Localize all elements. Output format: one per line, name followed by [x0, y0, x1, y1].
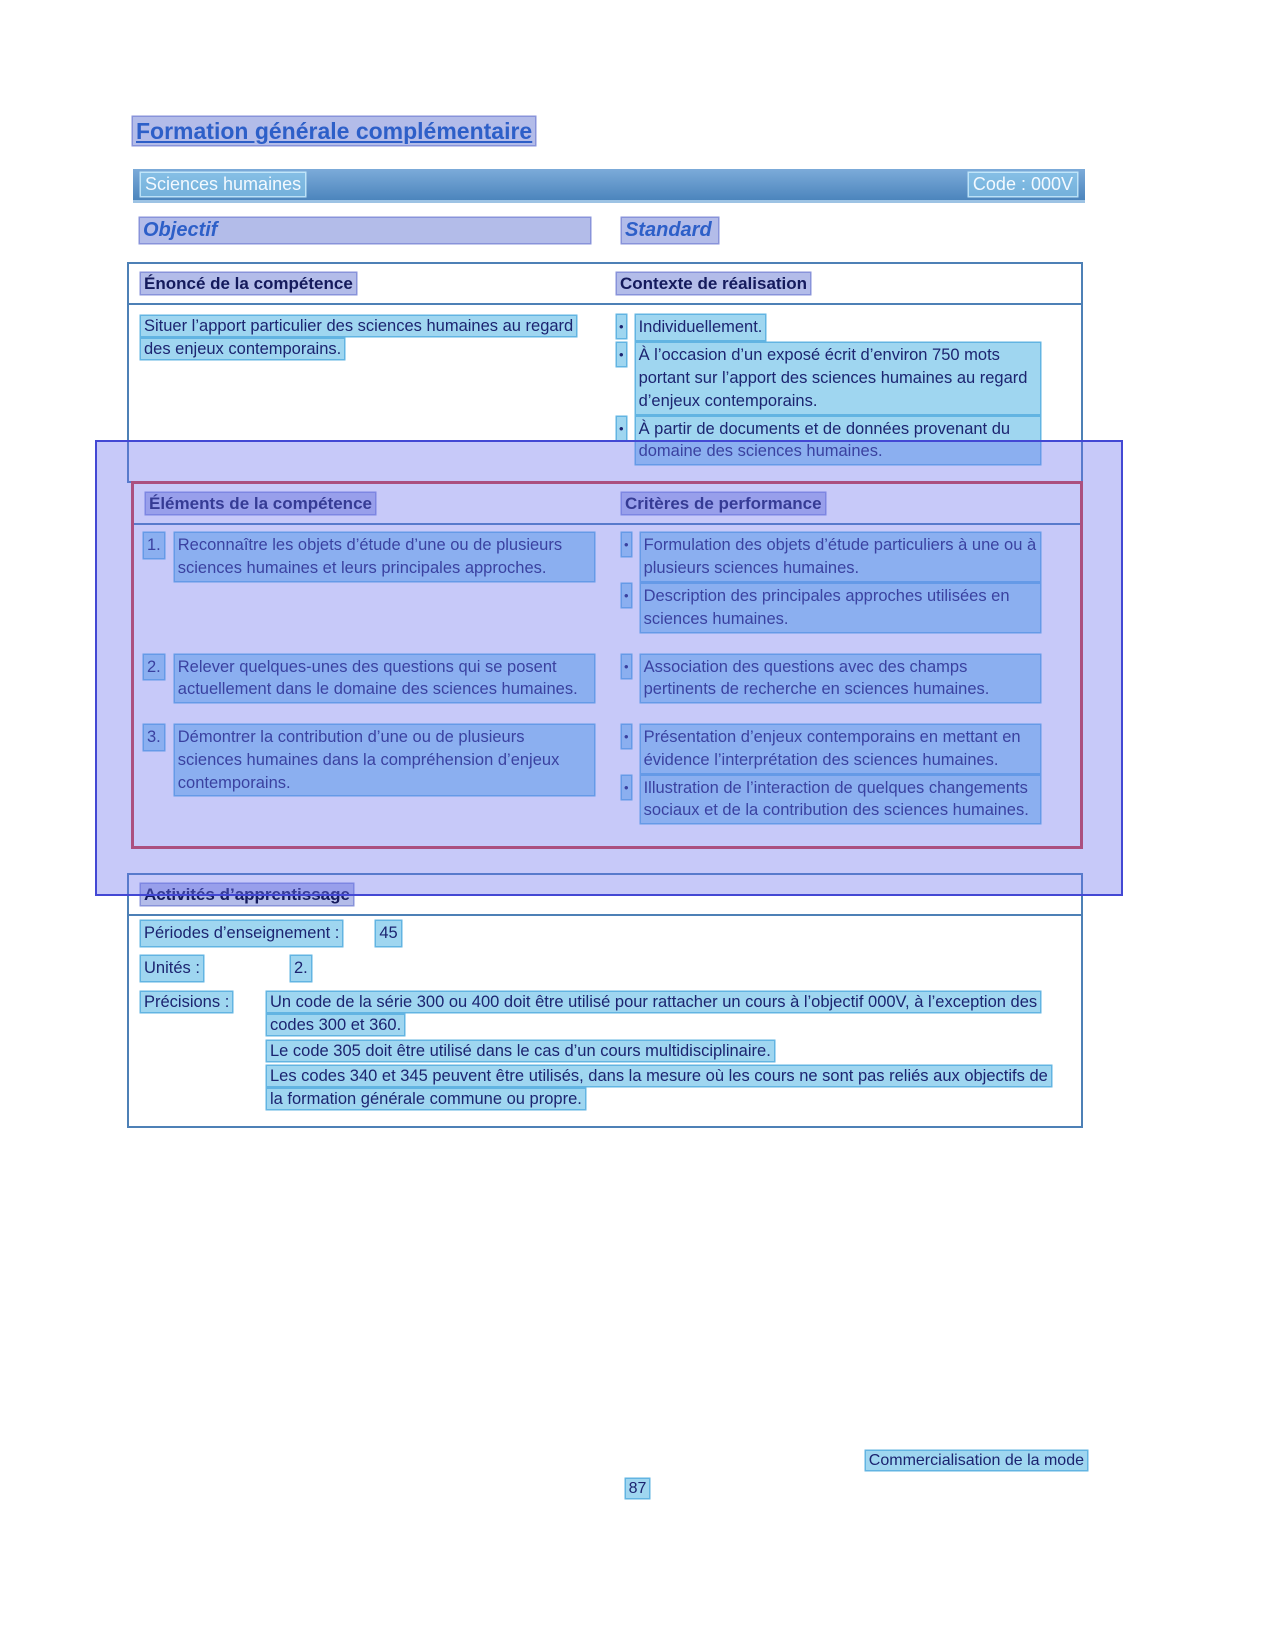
context-bullet: À partir de documents et de données provenant du domaine des sciences humaines.	[636, 417, 1040, 465]
enonce-table-body	[129, 305, 1081, 481]
subject-code: Code : 000V	[969, 173, 1077, 196]
activites-header-label: Activités d’apprentissage	[141, 884, 353, 905]
competence-statement-cell	[129, 315, 615, 467]
contexte-bullets-cell	[615, 315, 1081, 467]
activites-table	[127, 873, 1083, 1128]
elements-table-header-row	[134, 484, 1080, 525]
context-bullet: À l’occasion d’un exposé écrit d’environ 750 mots portant sur l’apport des sciences humaines au regard d’enjeux contemporains.	[636, 343, 1040, 413]
precisions-line	[267, 1040, 1057, 1063]
bullet-icon: •	[617, 343, 626, 366]
page-title	[133, 118, 535, 145]
precisions-line	[267, 1065, 1057, 1111]
units-row	[129, 951, 1081, 986]
criteria-cell	[620, 533, 1080, 634]
element-number: 2.	[144, 655, 164, 680]
standard-heading: Standard	[622, 218, 718, 243]
footer-course-text: Commercialisation de la mode	[866, 1451, 1087, 1470]
criteria-bullet: Formulation des objets d’étude particuliers à une ou à plusieurs sciences humaines.	[641, 533, 1040, 581]
element-number: 1.	[144, 533, 164, 558]
precisions-text: Le code 305 doit être utilisé dans le cas d’un cours multidisciplinaire.	[267, 1041, 774, 1061]
list-item	[622, 533, 1040, 581]
criteres-header-cell	[620, 492, 1080, 515]
subject-header-bar	[133, 169, 1085, 203]
element-cell	[134, 533, 620, 634]
element-text: Reconnaître les objets d’étude d’une ou de plusieurs sciences humaines et leurs principales approches.	[175, 533, 594, 581]
list-item	[622, 725, 1040, 773]
periods-row	[129, 916, 1081, 951]
competence-statement: Situer l’apport particulier des sciences humaines au regard des enjeux contemporains.	[141, 316, 576, 359]
periods-label: Périodes d’enseignement :	[141, 921, 342, 946]
precisions-content-cell	[267, 991, 1061, 1114]
enonce-header-label: Énoncé de la compétence	[141, 273, 356, 294]
precisions-line	[267, 991, 1057, 1037]
contexte-header-cell	[615, 272, 1081, 295]
precisions-label-cell	[141, 991, 267, 1114]
page-number	[0, 1480, 1275, 1498]
units-value: 2.	[291, 956, 311, 981]
criteria-bullet: Présentation d’enjeux contemporains en mettant en évidence l’interprétation des sciences humaines.	[641, 725, 1040, 773]
bullet-icon: •	[617, 417, 626, 440]
activites-header-cell	[129, 883, 1081, 906]
list-item	[622, 584, 1040, 632]
bullet-icon: •	[622, 584, 631, 607]
criteria-bullet: Description des principales approches utilisées en sciences humaines.	[641, 584, 1040, 632]
enonce-table-header-row	[129, 264, 1081, 305]
list-item	[622, 776, 1040, 824]
element-text: Relever quelques-unes des questions qui se posent actuellement dans le domaine des sciences humaines.	[175, 655, 594, 703]
objectif-heading-wrap	[140, 218, 622, 243]
units-label: Unités :	[141, 956, 203, 981]
enonce-table	[127, 262, 1083, 483]
bullet-icon: •	[622, 725, 631, 748]
footer-course-name	[866, 1452, 1087, 1470]
contexte-header-label: Contexte de réalisation	[617, 273, 810, 294]
enonce-header-cell	[129, 272, 615, 295]
criteria-cell	[620, 725, 1080, 826]
bullet-icon: •	[617, 315, 626, 338]
activites-table-header-row	[129, 875, 1081, 916]
list-item	[622, 655, 1040, 703]
column-headings	[140, 218, 1085, 243]
list-item	[617, 315, 1041, 340]
table-row	[134, 655, 1080, 706]
precisions-text: Les codes 340 et 345 peuvent être utilisés, dans la mesure où les cours ne sont pas reliés aux objectifs de la formation générale commune ou propre.	[267, 1066, 1051, 1109]
periods-value: 45	[376, 921, 400, 946]
element-cell	[134, 655, 620, 706]
page-number-text: 87	[626, 1479, 650, 1498]
precisions-label: Précisions :	[141, 992, 232, 1012]
precisions-row	[129, 986, 1081, 1126]
criteria-bullet: Association des questions avec des champs pertinents de recherche en sciences humaines.	[641, 655, 1040, 703]
list-item	[617, 343, 1041, 413]
criteria-bullet: Illustration de l’interaction de quelques changements sociaux et de la contribution des sciences humaines.	[641, 776, 1040, 824]
page-title-text: Formation générale complémentaire	[133, 117, 535, 145]
elements-table	[131, 481, 1083, 849]
bullet-icon: •	[622, 533, 631, 556]
criteres-header-label: Critères de performance	[622, 493, 825, 514]
bullet-icon: •	[622, 655, 631, 678]
context-bullet: Individuellement.	[636, 315, 766, 340]
objectif-heading: Objectif	[140, 218, 590, 243]
table-row	[134, 725, 1080, 826]
list-item	[617, 417, 1041, 465]
table-row	[134, 533, 1080, 634]
elements-header-label: Éléments de la compétence	[146, 493, 375, 514]
elements-header-cell	[134, 492, 620, 515]
bullet-icon: •	[622, 776, 631, 799]
element-text: Démontrer la contribution d’une ou de plusieurs sciences humaines dans la compréhension d’enjeux contemporains.	[175, 725, 594, 795]
element-number: 3.	[144, 725, 164, 750]
precisions-text: Un code de la série 300 ou 400 doit être utilisé pour rattacher un cours à l’objectif 000V, à l’exception des codes 300 et 360.	[267, 992, 1040, 1035]
subject-name: Sciences humaines	[141, 173, 305, 196]
criteria-cell	[620, 655, 1080, 706]
element-cell	[134, 725, 620, 826]
